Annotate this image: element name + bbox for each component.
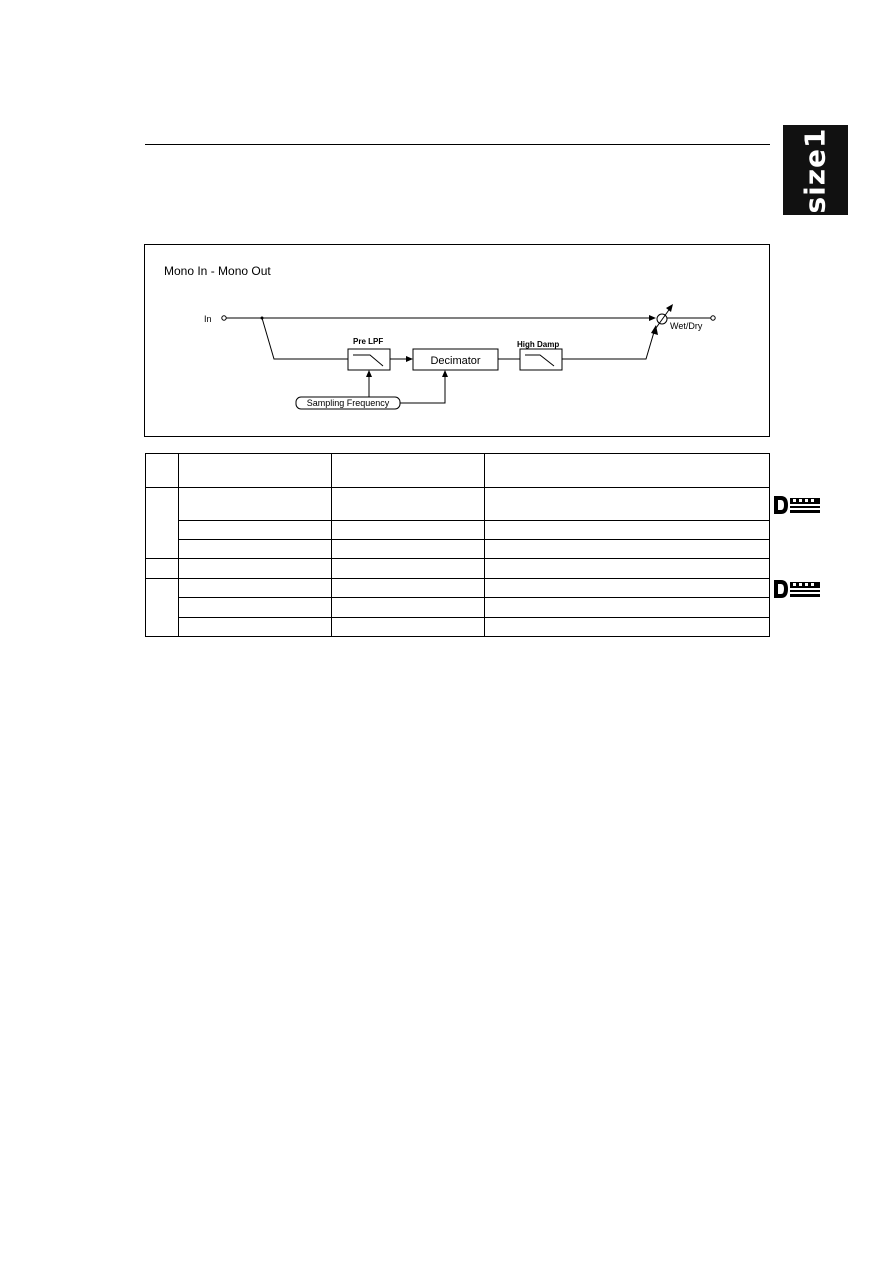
table-cell <box>179 559 332 579</box>
table-cell <box>332 579 485 598</box>
table-row <box>146 521 770 540</box>
table-cell <box>485 521 770 540</box>
parameter-table <box>145 453 770 637</box>
pre-lpf-label: Pre LPF <box>353 337 384 346</box>
table-cell <box>332 488 485 521</box>
table-cell <box>179 579 332 598</box>
header-rule <box>145 144 770 145</box>
input-terminal <box>222 316 226 320</box>
table-cell <box>485 579 770 598</box>
table-cell <box>332 454 485 488</box>
table-row <box>146 618 770 637</box>
side-tab <box>783 125 848 215</box>
table-row <box>146 454 770 488</box>
sampling-frequency-label: Sampling Frequency <box>306 398 390 408</box>
table-group-cell <box>146 579 179 637</box>
pre-lpf-block <box>348 349 390 370</box>
table-row <box>146 488 770 521</box>
table-cell <box>146 454 179 488</box>
dmod-icon <box>773 578 823 600</box>
table-cell <box>332 598 485 618</box>
table-cell <box>179 598 332 618</box>
table-cell <box>332 521 485 540</box>
table-cell <box>485 454 770 488</box>
table-cell <box>179 618 332 637</box>
table-group-cell <box>146 488 179 559</box>
high-damp-block <box>520 349 562 370</box>
block-diagram <box>144 244 770 437</box>
table-row <box>146 540 770 559</box>
table-cell <box>332 540 485 559</box>
dmod-icon <box>773 494 823 516</box>
table-cell <box>485 598 770 618</box>
wet-dry-label: Wet/Dry <box>670 321 703 331</box>
output-terminal <box>711 316 715 320</box>
table-cell <box>485 559 770 579</box>
decimator-label: Decimator <box>430 355 481 367</box>
table-cell <box>179 521 332 540</box>
table-row <box>146 598 770 618</box>
input-label: In <box>204 314 212 324</box>
table-cell <box>179 488 332 521</box>
side-tab-label: size1 <box>799 126 833 214</box>
high-damp-label: High Damp <box>517 340 560 349</box>
table-cell <box>332 618 485 637</box>
diagram-title: Mono In - Mono Out <box>164 264 271 278</box>
table-cell <box>146 559 179 579</box>
table-cell <box>179 454 332 488</box>
table-cell <box>485 618 770 637</box>
table-row <box>146 579 770 598</box>
table-cell <box>485 540 770 559</box>
table-cell <box>485 488 770 521</box>
table-cell <box>332 559 485 579</box>
table-row <box>146 559 770 579</box>
table-cell <box>179 540 332 559</box>
